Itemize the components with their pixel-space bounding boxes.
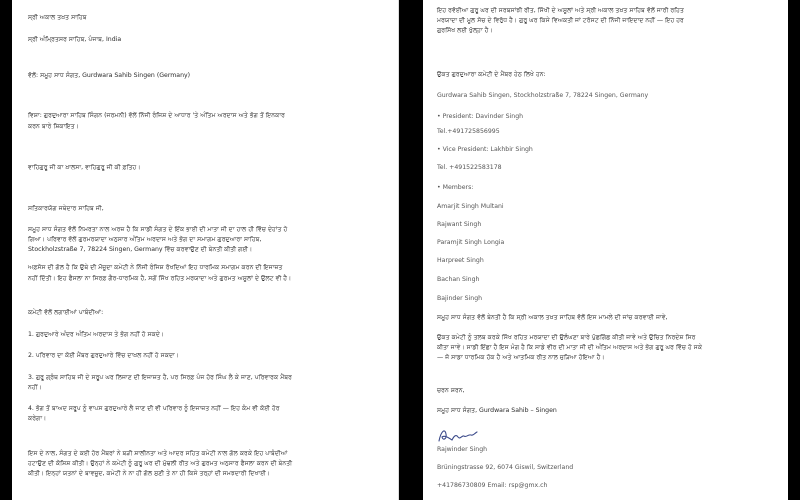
vice-president-phone: Tel. +491522583178 xyxy=(437,164,502,171)
member-item: Bajinder Singh xyxy=(437,295,483,302)
letter-page-left xyxy=(12,0,399,500)
request-line-2a: ਉਕਤ ਕਮੇਟੀ ਨੂੰ ਤਲਬ ਕਰਕੇ ਸਿੱਖ ਰਹਿਤ ਮਰਯਾਦਾ ਦੀ ਉਲੰਘਣਾ ਬਾਰੇ ਪੁੱਛਗਿੱਛ ਕੀਤੀ ਜਾਵੇ ਅਤੇ ਉਚਿਤ ਨਿਰਦੇਸ਼ ਸਿਰ xyxy=(437,334,696,341)
signature-image xyxy=(437,425,479,445)
conditions-intro: ਕਮੇਟੀ ਵੱਲੋਂ ਲਗਾਈਆਂ ਪਾਬੰਦੀਆਂ: xyxy=(28,309,104,316)
top-line-1: ਇਹ ਰਵੱਈਆ ਗੁਰੂ ਘਰ ਦੀ ਸਰਬਸਾਂਝੀ ਰੀਤ, ਸਿੱਖੀ ਦੇ ਅਸੂਲਾਂ ਅਤੇ ਸ੍ਰੀ ਅਕਾਲ ਤਖ਼ਤ ਸਾਹਿਬ ਵੱਲੋਂ ਜਾਰੀ ਰਹਿਤ xyxy=(437,7,684,14)
request-line: ਸਮੂਹ ਸਾਧ ਸੰਗਤ ਵੱਲੋਂ ਬੇਨਤੀ ਹੈ ਕਿ ਸ੍ਰੀ ਅਕਾਲ ਤਖ਼ਤ ਸਾਹਿਬ ਵੱਲੋਂ ਇਸ ਮਾਮਲੇ ਦੀ ਜਾਂਚ ਕਰਵਾਈ ਜਾਵੇ, xyxy=(437,314,668,321)
top-line-3: ਗੁਰਸਿੱਖ ਲਈ ਖੁੱਲ੍ਹਾ ਹੈ। xyxy=(437,27,493,34)
signer-address: Brüningstrasse 92, 6074 Giswil, Switzerland xyxy=(437,464,574,471)
signer-contact: +41786730809 Email: rsp@gmx.ch xyxy=(437,482,548,489)
members-label: • Members: xyxy=(437,184,474,191)
member-item: Amarjit Singh Multani xyxy=(437,203,504,210)
condition-item-4-line2: ਕਰੇਗਾ। xyxy=(28,415,47,422)
request-line-2c: — ਜੋ ਸਾਡਾ ਧਾਰਮਿਕ ਹੱਕ ਹੈ ਅਤੇ ਆਤਮਿਕ ਰੀਤ ਨਾਲ ਜੁੜਿਆ ਹੋਇਆ ਹੈ। xyxy=(437,354,605,361)
para1-line1: ਸਮੂਹ ਸਾਧ ਸੰਗਤ ਵੱਲੋਂ ਨਿਮਰਤਾ ਨਾਲ ਅਰਜ਼ ਹੈ ਕਿ ਸਾਡੀ ਸੰਗਤ ਦੇ ਇੱਕ ਭਾਈ ਦੀ ਮਾਤਾ ਜੀ ਦਾ ਹਾਲ ਹੀ ਵਿੱਚ ਦੇਹਾਂਤ ਹੋ xyxy=(28,226,288,233)
subject-line-2: ਕਰਨ ਬਾਰੇ ਸ਼ਿਕਾਇਤ। xyxy=(28,123,79,130)
president-line: • President: Davinder Singh xyxy=(437,113,524,120)
condition-item-3-line2: ਨਹੀਂ। xyxy=(28,384,42,391)
member-item: Bachan Singh xyxy=(437,276,480,283)
para1-line2: ਗਿਆ। ਪਰਿਵਾਰ ਵੱਲੋਂ ਗੁਰਮਰਯਾਦਾ ਅਨੁਸਾਰ ਅੰਤਿਮ ਅਰਦਾਸ ਅਤੇ ਭੋਗ ਦਾ ਸਮਾਗਮ ਗੁਰਦੁਆਰਾ ਸਾਹਿਬ, xyxy=(28,236,262,243)
para3-line3: ਕੀਤੀ। ਇਨ੍ਹਾਂ ਯਤਨਾਂ ਦੇ ਬਾਵਜੂਦ, ਕਮੇਟੀ ਨੇ ਨਾ ਹੀ ਗੱਲ ਸੁਣੀ ਤੇ ਨਾ ਹੀ ਕਿਸੇ ਤਰ੍ਹਾਂ ਦੀ ਸਮਝਦਾਰੀ ਦਿਖਾਈ। xyxy=(28,470,271,477)
member-item: Paramjit Singh Longia xyxy=(437,239,505,246)
closing: ਚਰਨ ਸ਼ਰਨ, xyxy=(437,387,465,394)
top-line-2: ਮਰਯਾਦਾ ਦੀ ਮੂਲ ਸੋਚ ਦੇ ਵਿਰੁੱਧ ਹੈ। ਗੁਰੂ ਘਰ ਕਿਸੇ ਵਿਅਕਤੀ ਜਾਂ ਟਰੱਸਟ ਦੀ ਨਿੱਜੀ ਜਾਇਦਾਦ ਨਹੀਂ — ਇਹ ਹਰ xyxy=(437,17,684,24)
from-line: ਵੱਲੋਂ: ਸਮੂਹ ਸਾਧ ਸੰਗਤ, Gurdwara Sahib Singen (Germany) xyxy=(28,72,191,79)
signer-name: Rajwinder Singh xyxy=(437,446,488,453)
condition-item-3-line1: 3. ਗੁਰੂ ਗ੍ਰੰਥ ਸਾਹਿਬ ਜੀ ਦੇ ਸਰੂਪ ਘਰ ਲਿਜਾਣ ਦੀ ਇਜਾਜ਼ਤ ਹੈ, ਪਰ ਸਿਰਫ਼ ਪੰਜ ਹੋਰ ਸਿੰਘ ਲੈ ਕੇ ਜਾਣ, ਪਰਿਵਾਰਕ ਮੈਂਬਰ xyxy=(28,374,292,381)
salutation: ਸਤਿਕਾਰਯੋਗ ਜਥੇਦਾਰ ਸਾਹਿਬ ਜੀ, xyxy=(28,205,104,212)
para3-line2: ਹਟਾਉਣ ਦੀ ਕੋਸ਼ਿਸ਼ ਕੀਤੀ। ਉਨ੍ਹਾਂ ਨੇ ਕਮੇਟੀ ਨੂੰ ਗੁਰੂ ਘਰ ਦੀ ਮੁੱਢਲੀ ਰੀਤ ਅਤੇ ਗੁਰਮਤ ਅਨੁਸਾਰ ਫੈਸਲਾ ਕਰਨ ਦੀ ਬੇਨਤੀ xyxy=(28,460,293,467)
para3-line1: ਇਸ ਦੇ ਨਾਲ, ਸੰਗਤ ਦੇ ਕਈ ਹੋਰ ਮੈਂਬਰਾਂ ਨੇ ਬੜੀ ਸ਼ਾਲੀਨਤਾ ਅਤੇ ਆਦਰ ਸਹਿਤ ਕਮੇਟੀ ਨਾਲ ਗੱਲ ਕਰਕੇ ਇਹ ਪਾਬੰਦੀਆਂ xyxy=(28,450,288,457)
vice-president-line: • Vice President: Lakhbir Singh xyxy=(437,146,533,153)
header-location: ਸ੍ਰੀ ਅੰਮ੍ਰਿਤਸਰ ਸਾਹਿਬ, ਪੰਜਾਬ, India xyxy=(28,36,122,43)
para1-line3: Stockholzstraße 7, 78224 Singen, Germany ਵਿੱਚ ਕਰਵਾਉਣ ਦੀ ਬੇਨਤੀ ਕੀਤੀ ਗਈ। xyxy=(28,246,253,253)
closing-from: ਸਮੂਹ ਸਾਧ ਸੰਗਤ, Gurdwara Sahib – Singen xyxy=(437,407,557,414)
member-item: Harpreet Singh xyxy=(437,257,484,264)
header-takht: ਸ੍ਰੀ ਅਕਾਲ ਤਖ਼ਤ ਸਾਹਿਬ xyxy=(28,14,87,21)
committee-address: Gurdwara Sahib Singen, Stockholzstraße 7, 78224 Singen, Germany xyxy=(437,92,649,99)
condition-item-2: 2. ਪਰਿਵਾਰ ਦਾ ਕੋਈ ਮੈਂਬਰ ਗੁਰਦੁਆਰੇ ਵਿੱਚ ਦਾਖ਼ਲ ਨਹੀਂ ਹੋ ਸਕਦਾ। xyxy=(28,352,179,359)
president-phone: Tel.+491725856995 xyxy=(437,128,500,135)
member-item: Rajwant Singh xyxy=(437,221,482,228)
condition-item-1: 1. ਗੁਰਦੁਆਰੇ ਅੰਦਰ ਅੰਤਿਮ ਅਰਦਾਸ ਤੇ ਭੋਗ ਨਹੀਂ ਹੋ ਸਕਦੇ। xyxy=(28,331,165,338)
greeting: ਵਾਹਿਗੁਰੂ ਜੀ ਕਾ ਖ਼ਾਲਸਾ, ਵਾਹਿਗੁਰੂ ਜੀ ਕੀ ਫ਼ਤਿਹ। xyxy=(28,164,141,171)
subject-line-1: ਵਿਸ਼ਾ: ਗੁਰਦੁਆਰਾ ਸਾਹਿਬ ਸਿੰਗਨ (ਜਰਮਨੀ) ਵੱਲੋਂ ਨਿੱਜੀ ਰੰਜਿਸ਼ ਦੇ ਆਧਾਰ 'ਤੇ ਅੰਤਿਮ ਅਰਦਾਸ ਅਤੇ ਭੋਗ ਤੋਂ ਇਨਕਾਰ xyxy=(28,112,285,119)
letter-page-right xyxy=(423,0,788,500)
request-line-2b: ਕੀਤਾ ਜਾਵੇ। ਸਾਡੀ ਇੱਛਾ ਹੈ ਇਸ ਮੰਗ ਹੈ ਕਿ ਸਾਡੇ ਵੀਰ ਦੀ ਮਾਤਾ ਜੀ ਦੀ ਅੰਤਿਮ ਅਰਦਾਸ ਅਤੇ ਭੋਗ ਗੁਰੂ ਘਰ ਵਿੱਚ ਹੋ ਸਕੇ xyxy=(437,344,703,351)
para2-line1: ਅਫ਼ਸੋਸ ਦੀ ਗੱਲ ਹੈ ਕਿ ਉਥੇ ਦੀ ਮੌਜੂਦਾ ਕਮੇਟੀ ਨੇ ਨਿੱਜੀ ਰੰਜਿਸ਼ ਰੱਖਦਿਆਂ ਇਹ ਧਾਰਮਿਕ ਸਮਾਗਮ ਕਰਨ ਦੀ ਇਜਾਜ਼ਤ xyxy=(28,264,283,271)
para2-line2: ਨਹੀਂ ਦਿੱਤੀ। ਇਹ ਫੈਸਲਾ ਨਾ ਸਿਰਫ਼ ਗੈਰ-ਧਾਰਮਿਕ ਹੈ, ਸਗੋਂ ਸਿੱਖ ਰਹਿਤ ਮਰਯਾਦਾ ਅਤੇ ਗੁਰਮਤ ਅਸੂਲਾਂ ਦੇ ਉਲਟ ਵੀ ਹੈ। xyxy=(28,275,292,282)
committee-intro: ਉਕਤ ਗੁਰਦੁਆਰਾ ਕਮੇਟੀ ਦੇ ਮੈਂਬਰ ਹੇਠ ਲਿਖੇ ਹਨ: xyxy=(437,71,546,78)
condition-item-4-line1: 4. ਭੋਗ ਤੋਂ ਬਾਅਦ ਸਰੂਪ ਨੂੰ ਵਾਪਸ ਗੁਰਦੁਆਰੇ ਲੈ ਜਾਣ ਦੀ ਵੀ ਪਰਿਵਾਰ ਨੂੰ ਇਜਾਜ਼ਤ ਨਹੀਂ — ਇਹ ਕੰਮ ਵੀ ਕੋਈ ਹੋਰ xyxy=(28,405,280,412)
